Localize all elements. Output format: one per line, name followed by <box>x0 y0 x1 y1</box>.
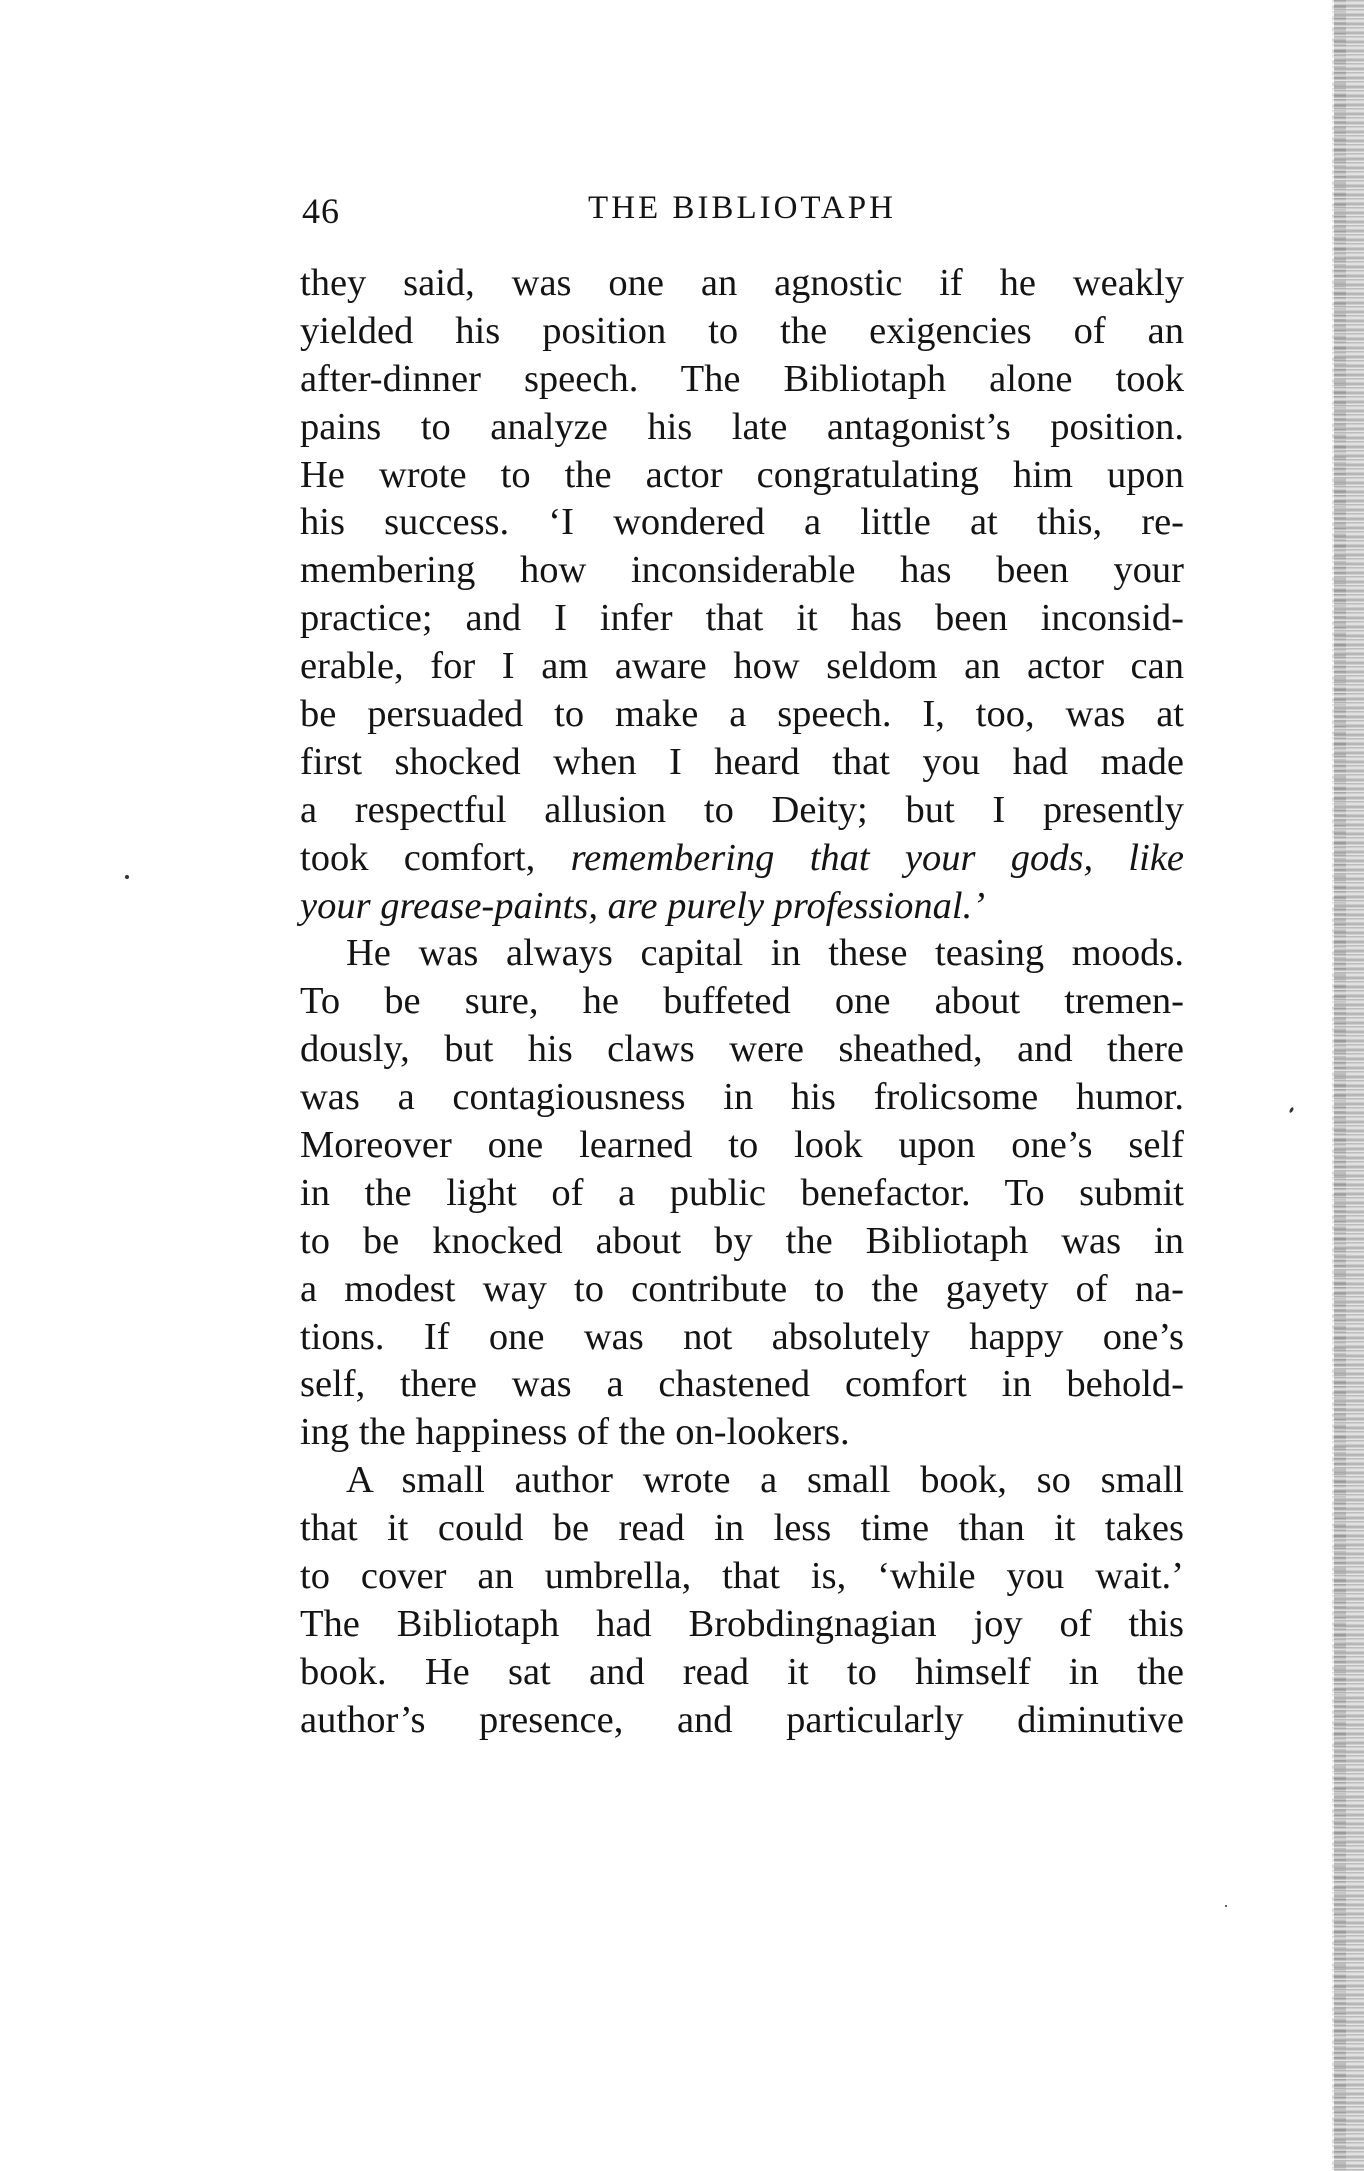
text-line: a modest way to contribute to the gayety of na- <box>300 1267 1184 1310</box>
page-header <box>302 190 1182 240</box>
text-line: a respectful allusion to Deity; but I presently <box>300 788 1184 831</box>
text-line: practice; and I infer that it has been inconsid- <box>300 597 1184 640</box>
text-line: they said, was one an agnostic if he weakly <box>300 262 1184 304</box>
text-line: first shocked when I heard that you had made <box>300 740 1184 783</box>
text-line: yielded his position to the exigencies of an <box>300 309 1184 352</box>
text-line: be persuaded to make a speech. I, too, was at <box>300 693 1184 736</box>
text-line: He wrote to the actor congratulating him upon <box>300 453 1184 496</box>
text-line-italic: your grease-paints, are purely professional.’ <box>300 884 986 927</box>
text-line: erable, for I am aware how seldom an actor can <box>300 645 1184 688</box>
text-line: pains to analyze his late antagonist’s position. <box>300 405 1184 448</box>
text-line: book. He sat and read it to himself in the <box>300 1650 1184 1693</box>
text-line: that it could be read in less time than it takes <box>300 1507 1184 1550</box>
text-line: dously, but his claws were sheathed, and there <box>300 1028 1184 1071</box>
text-line: in the light of a public benefactor. To submit <box>300 1171 1184 1214</box>
text-line: to be knocked about by the Bibliotaph was in <box>300 1219 1184 1262</box>
text-line: The Bibliotaph had Brobdingnagian joy of this <box>300 1602 1184 1645</box>
text-line-mixed <box>300 835 1184 883</box>
body-text <box>300 260 1184 1745</box>
scan-speck <box>1289 1107 1295 1114</box>
paragraph-start-line: He was always capital in these teasing moods. <box>346 932 1184 975</box>
running-head: THE BIBLIOTAPH <box>588 190 896 226</box>
text-line: tions. If one was not absolutely happy one’s <box>300 1315 1184 1358</box>
text-segment-italic: remembering that your gods, like <box>570 836 1185 879</box>
text-segment-roman: took comfort, <box>300 836 536 879</box>
text-line: author’s presence, and particularly diminutive <box>300 1698 1184 1741</box>
scan-speck <box>1225 1905 1227 1907</box>
text-line: membering how inconsiderable has been your <box>300 549 1184 592</box>
text-line: To be sure, he buffeted one about tremen- <box>300 980 1184 1023</box>
text-line: to cover an umbrella, that is, ‘while you wait.’ <box>300 1555 1184 1598</box>
text-line: Moreover one learned to look upon one’s self <box>300 1124 1184 1167</box>
scan-edge-texture <box>1332 0 1346 2171</box>
scan-speck <box>125 875 129 879</box>
page-number: 46 <box>302 191 340 231</box>
text-line: ing the happiness of the on-lookers. <box>300 1411 850 1454</box>
text-line: after-dinner speech. The Bibliotaph alone took <box>300 357 1184 400</box>
text-line: was a contagiousness in his frolicsome humor. <box>300 1076 1184 1119</box>
paragraph-start-line: A small author wrote a small book, so small <box>346 1459 1184 1502</box>
text-line: his success. ‘I wondered a little at this, re- <box>300 501 1184 544</box>
text-line: self, there was a chastened comfort in behold- <box>300 1363 1184 1406</box>
